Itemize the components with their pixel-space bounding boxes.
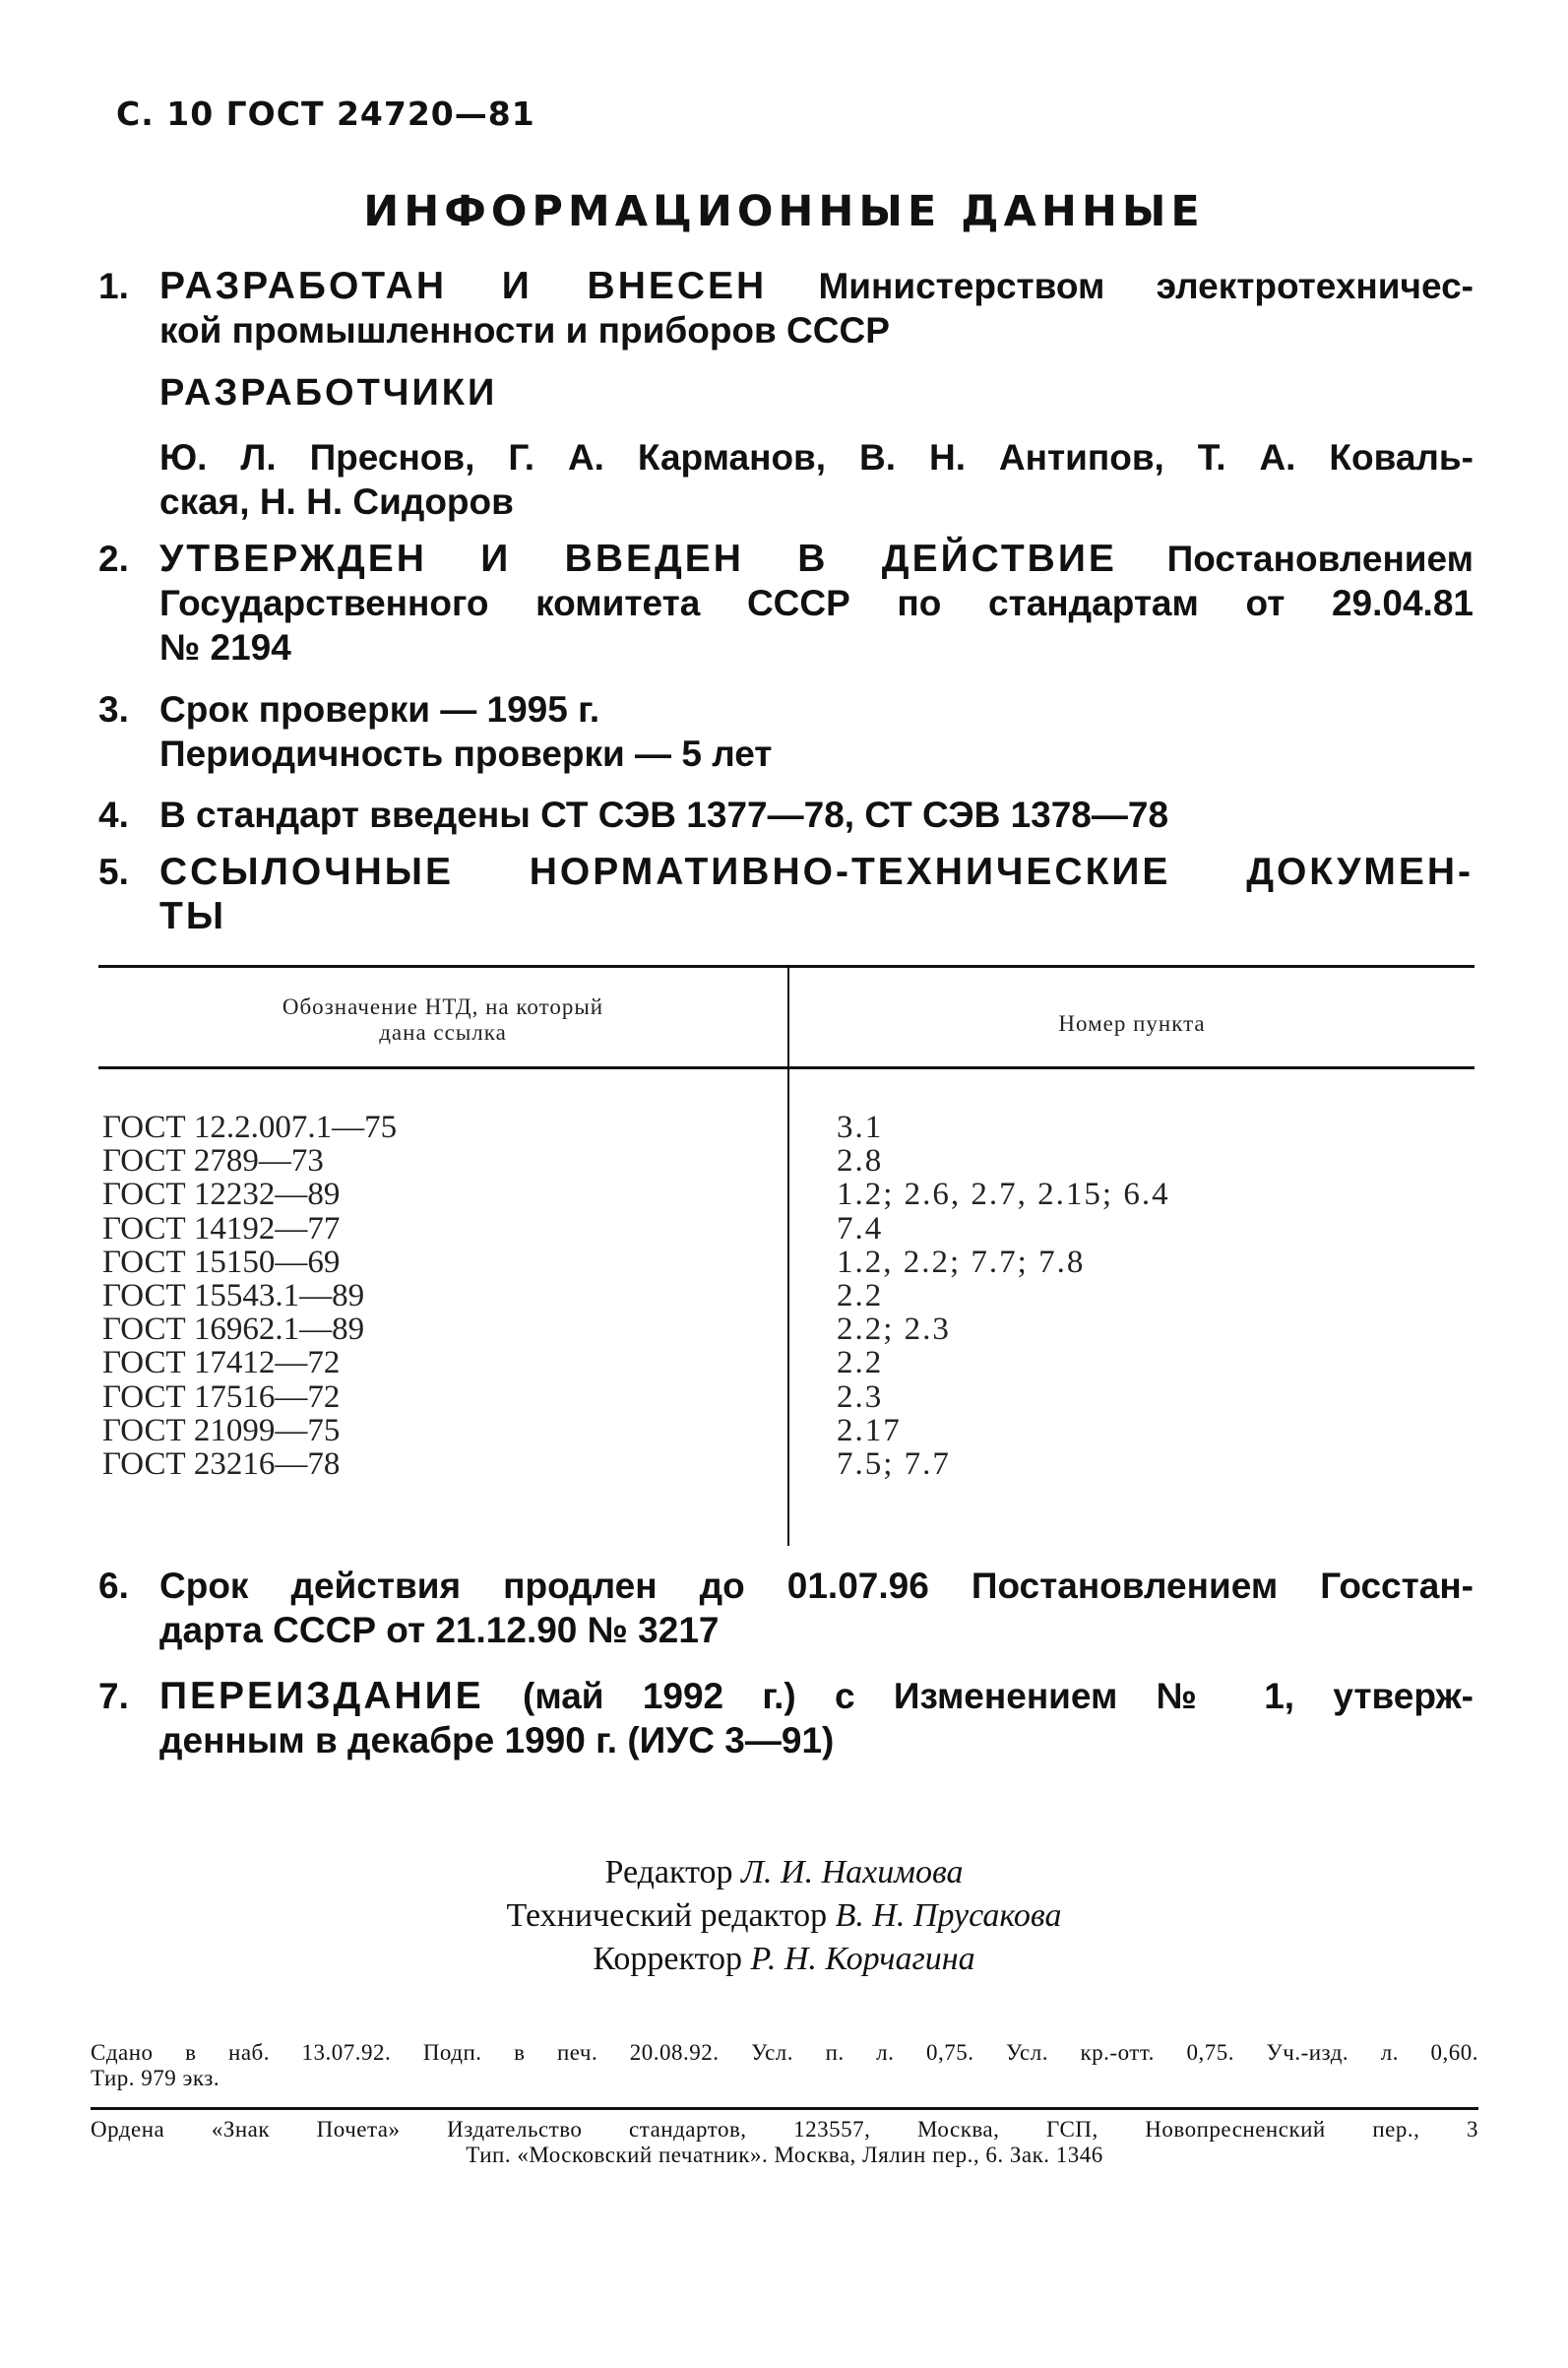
imprint-rule bbox=[91, 2107, 1478, 2110]
table-header-document bbox=[187, 994, 699, 1046]
table-cell-clause: 7.5; 7.7 bbox=[837, 1446, 951, 1483]
credit-editor-label: Редактор bbox=[604, 1854, 733, 1890]
credit-tech-editor bbox=[0, 1894, 1568, 1938]
item-7-line-1 bbox=[159, 1674, 1474, 1718]
item-3-line-2: Периодичность проверки — 5 лет bbox=[159, 734, 773, 774]
table-body-divider bbox=[787, 1069, 789, 1546]
table-cell-clause: 2.2 bbox=[837, 1278, 884, 1314]
item-7-line-1-rest: (май 1992 г.) с Изменением № 1, утверж- bbox=[523, 1676, 1474, 1716]
item-2-caps: УТВЕРЖДЕН И ВВЕДЕН В ДЕЙСТВИЕ bbox=[159, 538, 1117, 580]
table-header-rule bbox=[98, 1066, 1474, 1069]
item-number: 1. bbox=[98, 266, 129, 306]
table-cell-clause: 3.1 bbox=[837, 1110, 884, 1145]
item-2-line-1 bbox=[159, 537, 1474, 581]
table-cell-document: ГОСТ 15150—69 bbox=[102, 1244, 341, 1280]
table-header-clause: Номер пункта bbox=[1058, 1011, 1206, 1036]
item-2-line-2: Государственного комитета СССР по стандартам от 29.04.81 bbox=[159, 583, 1474, 623]
imprint-print-data bbox=[91, 2040, 1478, 2091]
item-1-line-1-rest: Министерством электротехничес- bbox=[818, 266, 1474, 306]
imprint-line-3: Ордена «Знак Почета» Издательство стандартов, 123557, Москва, ГСП, Новопресненский пер., 3 bbox=[91, 2117, 1478, 2142]
imprint-publisher bbox=[91, 2117, 1478, 2168]
table-cell-document: ГОСТ 2789—73 bbox=[102, 1143, 324, 1180]
credit-tech-editor-name: В. Н. Прусакова bbox=[835, 1897, 1062, 1934]
item-number: 2. bbox=[98, 539, 129, 579]
table-header-document-line-1: Обозначение НТД, на который bbox=[282, 994, 604, 1019]
credit-corrector bbox=[0, 1938, 1568, 1981]
table-cell-document: ГОСТ 23216—78 bbox=[102, 1446, 341, 1483]
credit-editor-name: Л. И. Нахимова bbox=[741, 1854, 964, 1890]
item-number: 3. bbox=[98, 689, 129, 730]
page-title: ИНФОРМАЦИОННЫЕ ДАННЫЕ bbox=[363, 187, 1205, 236]
table-cell-clause: 2.8 bbox=[837, 1143, 884, 1180]
imprint-line-2: Тир. 979 экз. bbox=[91, 2066, 220, 2090]
table-cell-clause: 2.17 bbox=[837, 1412, 902, 1448]
table-cell-document: ГОСТ 12.2.007.1—75 bbox=[102, 1110, 398, 1145]
item-1-line-1 bbox=[159, 264, 1474, 308]
item-6-line-2: дарта СССР от 21.12.90 № 3217 bbox=[159, 1610, 720, 1650]
table-cell-document: ГОСТ 17516—72 bbox=[102, 1378, 341, 1415]
credits bbox=[0, 1851, 1568, 1981]
item-3-line-1: Срок проверки — 1995 г. bbox=[159, 689, 600, 730]
table-cell-document: ГОСТ 16962.1—89 bbox=[102, 1312, 365, 1348]
item-number: 4. bbox=[98, 795, 129, 835]
item-2-line-1-rest: Постановлением bbox=[1166, 539, 1474, 579]
developers-line-1: Ю. Л. Преснов, Г. А. Карманов, В. Н. Антипов, Т. А. Коваль- bbox=[159, 437, 1474, 478]
table-top-rule bbox=[98, 965, 1474, 968]
item-1-caps: РАЗРАБОТАН И ВНЕСЕН bbox=[159, 265, 768, 307]
item-5-line-1: ССЫЛОЧНЫЕ НОРМАТИВНО-ТЕХНИЧЕСКИЕ ДОКУМЕН- bbox=[159, 851, 1474, 893]
developers-list bbox=[159, 435, 1474, 524]
table-column-documents bbox=[102, 1111, 397, 1481]
table-cell-clause: 1.2; 2.6, 2.7, 2.15; 6.4 bbox=[837, 1177, 1170, 1213]
credit-editor bbox=[0, 1851, 1568, 1894]
table-cell-clause: 7.4 bbox=[837, 1210, 884, 1247]
table-cell-document: ГОСТ 15543.1—89 bbox=[102, 1278, 365, 1314]
credit-tech-editor-label: Технический редактор bbox=[506, 1897, 828, 1934]
running-head: С. 10 ГОСТ 24720—81 bbox=[116, 95, 535, 133]
item-2-line-3: № 2194 bbox=[159, 627, 291, 668]
item-number: 5. bbox=[98, 852, 129, 892]
item-number: 7. bbox=[98, 1676, 129, 1716]
developers-line-2: ская, Н. Н. Сидоров bbox=[159, 481, 514, 522]
table-header-document-line-2: дана ссылка bbox=[379, 1020, 507, 1045]
table-cell-clause: 1.2, 2.2; 7.7; 7.8 bbox=[837, 1244, 1086, 1280]
item-7-line-2: денным в декабре 1990 г. (ИУС 3—91) bbox=[159, 1720, 835, 1760]
table-cell-document: ГОСТ 14192—77 bbox=[102, 1210, 341, 1247]
table-cell-document: ГОСТ 12232—89 bbox=[102, 1177, 341, 1213]
table-cell-clause: 2.2 bbox=[837, 1345, 884, 1381]
item-7-caps: ПЕРЕИЗДАНИЕ bbox=[159, 1675, 484, 1717]
imprint-line-1: Сдано в наб. 13.07.92. Подп. в печ. 20.08.92. Усл. п. л. 0,75. Усл. кр.-отт. 0,75. Уч.-изд. л. 0,60. bbox=[91, 2040, 1478, 2065]
table-cell-clause: 2.2; 2.3 bbox=[837, 1312, 951, 1348]
imprint-line-4: Тип. «Московский печатник». Москва, Лялин пер., 6. Зак. 1346 bbox=[466, 2143, 1103, 2167]
developers-heading: РАЗРАБОТЧИКИ bbox=[159, 372, 498, 414]
table-cell-document: ГОСТ 21099—75 bbox=[102, 1412, 341, 1448]
item-4-text: В стандарт введены СТ СЭВ 1377—78, СТ СЭВ 1378—78 bbox=[159, 795, 1169, 835]
item-6-line-1: Срок действия продлен до 01.07.96 Постановлением Госстан- bbox=[159, 1566, 1474, 1606]
table-cell-clause: 2.3 bbox=[837, 1378, 884, 1415]
table-cell-document: ГОСТ 17412—72 bbox=[102, 1345, 341, 1381]
table-column-clauses bbox=[837, 1111, 1170, 1481]
credit-corrector-label: Корректор bbox=[593, 1941, 742, 1977]
item-1-line-2: кой промышленности и приборов СССР bbox=[159, 310, 890, 351]
item-5-line-2: ТЫ bbox=[159, 895, 227, 937]
item-number: 6. bbox=[98, 1566, 129, 1606]
credit-corrector-name: Р. Н. Корчагина bbox=[750, 1941, 975, 1977]
